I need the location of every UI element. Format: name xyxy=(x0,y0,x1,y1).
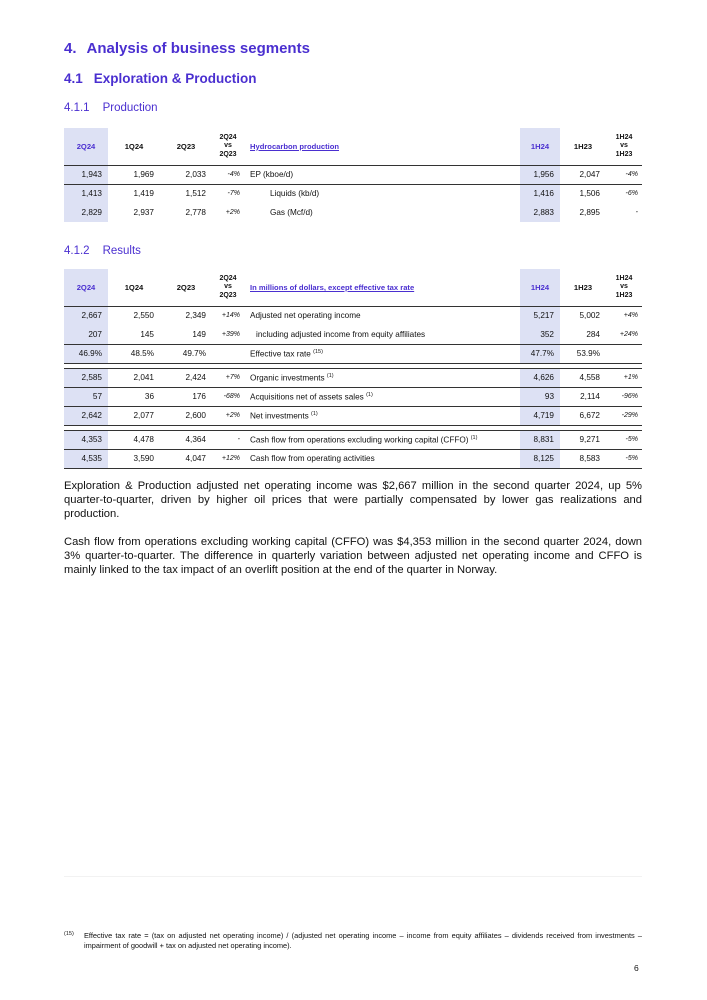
cell-quarter-variation xyxy=(212,344,244,363)
col-header-quarter-variation: 2Q24 vs 2Q23 xyxy=(219,133,237,158)
cell-1q24: 3,590 xyxy=(108,449,160,468)
cell-quarter-variation: +39% xyxy=(221,330,240,338)
col-header-half-variation: 1H24 vs 1H23 xyxy=(615,274,633,299)
col-header-2q23: 2Q23 xyxy=(176,282,196,292)
col-header-2q24: 2Q24 xyxy=(64,269,108,306)
table-row xyxy=(64,325,642,344)
row-label: Effective tax rate $^{(15)}$ xyxy=(244,344,520,363)
footnote-divider xyxy=(64,876,642,877)
cell-1q24: 2,550 xyxy=(133,311,154,321)
row-label: Cash flow from operating activities xyxy=(244,449,520,468)
cell-1h23: 8,583 xyxy=(560,449,606,468)
cell-1h23: 2,895 xyxy=(579,208,600,217)
cell-2q24: 4,535 xyxy=(64,449,108,468)
cell-half-variation: -96% xyxy=(606,387,642,406)
production-heading-number: 4.1.1 xyxy=(64,102,90,114)
production-heading xyxy=(64,102,158,114)
table-row xyxy=(64,430,642,449)
table-row xyxy=(64,387,642,406)
col-header-quarter-variation: 2Q24 vs 2Q23 xyxy=(219,274,237,299)
cell-2q24: 46.9% xyxy=(64,344,108,363)
cell-1q24: 48.5% xyxy=(108,344,160,363)
cell-2q24: 2,642 xyxy=(64,406,108,425)
cell-1h23: 284 xyxy=(586,329,600,339)
footnote-text: Effective tax rate = (tax on adjusted net operating income) / (adjusted net operating income – income from equity affiliates – dividends received from investments – impairment of goodwill + tax on adjusted net operating income). xyxy=(84,931,642,950)
cell-2q23: 2,033 xyxy=(160,165,212,184)
cell-1h23: 1,506 xyxy=(579,189,600,199)
footnote-ref: (1) xyxy=(310,410,318,417)
cell-half-variation: +24% xyxy=(619,330,638,338)
cell-half-variation: -5% xyxy=(606,449,642,468)
subsection-title: Exploration & Production xyxy=(93,71,257,86)
col-header-1h23: 1H23 xyxy=(573,282,593,292)
table-row xyxy=(64,449,642,468)
col-header-1h23: 1H23 xyxy=(573,141,593,151)
cell-half-variation: -29% xyxy=(606,406,642,425)
section-title: Analysis of business segments xyxy=(86,40,310,57)
cell-1q24: 1,969 xyxy=(108,165,160,184)
results-table-header xyxy=(64,269,642,306)
production-table-title: Hydrocarbon production xyxy=(250,141,340,151)
cell-1q24: 1,419 xyxy=(133,189,154,199)
cell-2q24: 4,353 xyxy=(64,430,108,449)
row-label: Adjusted net operating income xyxy=(250,311,361,321)
cell-2q23: 2,424 xyxy=(160,368,212,387)
footnote-ref: (15) xyxy=(313,348,323,355)
cell-1h24: 4,719 xyxy=(520,406,560,425)
footnote-ref: (1) xyxy=(366,391,373,398)
cell-1h24: 8,125 xyxy=(520,449,560,468)
table-row xyxy=(64,203,642,222)
col-header-2q23: 2Q23 xyxy=(176,141,196,151)
table-row xyxy=(64,165,642,184)
cell-1h24: 352 xyxy=(520,325,560,344)
production-table-header xyxy=(64,128,642,165)
table-row xyxy=(64,184,642,203)
results-heading-number: 4.1.2 xyxy=(64,245,90,257)
cell-2q23: 2,778 xyxy=(185,208,206,217)
cell-1h23: 2,114 xyxy=(560,387,606,406)
results-table-title: In millions of dollars, except effective tax rate xyxy=(250,282,415,292)
results-heading xyxy=(64,245,141,257)
cell-1h24: 8,831 xyxy=(520,430,560,449)
cell-half-variation xyxy=(606,344,642,363)
cell-1q24: 36 xyxy=(108,387,160,406)
results-table xyxy=(64,269,642,469)
cell-1h24: 93 xyxy=(520,387,560,406)
cell-half-variation: +1% xyxy=(606,368,642,387)
cell-2q23: 1,512 xyxy=(185,189,206,199)
row-label: Cash flow from operations excluding working capital (CFFO) $^{(1)}$ xyxy=(244,430,520,449)
cell-2q24: 2,667 xyxy=(64,306,108,325)
cell-1h24: 2,883 xyxy=(520,203,560,222)
cell-1h24: 5,217 xyxy=(520,306,560,325)
cell-2q23: 2,349 xyxy=(185,311,206,321)
cell-half-variation: - xyxy=(635,209,638,216)
row-label: EP (kboe/d) xyxy=(244,165,520,184)
production-heading-title: Production xyxy=(102,102,158,114)
row-label: including adjusted income from equity affiliates xyxy=(256,329,426,339)
col-header-1h24: 1H24 xyxy=(520,269,560,306)
cell-1q24: 2,077 xyxy=(108,406,160,425)
section-number: 4. xyxy=(64,40,77,57)
cell-2q24: 2,829 xyxy=(64,203,108,222)
footnote-mark: (15) xyxy=(64,931,74,937)
footnote-ref: (1) xyxy=(470,434,478,441)
results-heading-title: Results xyxy=(102,245,141,257)
cell-1h23: 9,271 xyxy=(560,430,606,449)
table-row xyxy=(64,344,642,363)
table-row xyxy=(64,368,642,387)
cell-1h23: 53.9% xyxy=(560,344,606,363)
col-header-half-variation: 1H24 vs 1H23 xyxy=(615,133,633,158)
row-label: Net investments $^{(1)}$ xyxy=(244,406,520,425)
row-label: Organic investments $^{(1)}$ xyxy=(244,368,520,387)
cell-quarter-variation: +2% xyxy=(212,406,244,425)
paragraph-adjusted-income: Exploration & Production adjusted net operating income was $2,667 million in the second quarter 2024, up 5% quarter-to-quarter, driven by higher oil prices that were partially compensated by lower gas realizations and production. xyxy=(64,480,642,520)
cell-2q24: 1,943 xyxy=(64,165,108,184)
cell-2q23: 49.7% xyxy=(160,344,212,363)
cell-quarter-variation: -68% xyxy=(212,387,244,406)
col-header-1q24: 1Q24 xyxy=(124,141,144,151)
cell-2q24: 1,413 xyxy=(64,184,108,203)
cell-1h24: 1,956 xyxy=(520,165,560,184)
cell-1h23: 4,558 xyxy=(560,368,606,387)
row-label: Liquids (kb/d) xyxy=(270,189,320,199)
table-row xyxy=(64,406,642,425)
cell-quarter-variation: +7% xyxy=(212,368,244,387)
cell-half-variation: -5% xyxy=(606,430,642,449)
cell-half-variation: +4% xyxy=(623,312,638,320)
cell-2q23: 4,364 xyxy=(160,430,212,449)
cell-1q24: 2,041 xyxy=(108,368,160,387)
cell-2q23: 2,600 xyxy=(160,406,212,425)
row-label: Gas (Mcf/d) xyxy=(270,208,313,217)
table-row xyxy=(64,306,642,325)
cell-2q23: 149 xyxy=(192,329,206,339)
paragraph-cffo: Cash flow from operations excluding working capital (CFFO) was $4,353 million in the second quarter 2024, down 3% quarter-to-quarter. The difference in quarterly variation between adjusted net operating income and CFFO is mainly linked to the tax impact of an overlift position at the end of the quarter in Norway. xyxy=(64,536,642,576)
footnote xyxy=(64,931,642,951)
subsection-heading xyxy=(64,71,257,86)
cell-1q24: 2,937 xyxy=(133,208,154,217)
row-label: Acquisitions net of assets sales $^{(1)}$ xyxy=(244,387,520,406)
col-header-1q24: 1Q24 xyxy=(124,282,144,292)
cell-1q24: 4,478 xyxy=(108,430,160,449)
production-table xyxy=(64,128,642,222)
subsection-number: 4.1 xyxy=(64,71,83,86)
cell-1q24: 145 xyxy=(140,329,154,339)
cell-quarter-variation: -7% xyxy=(227,190,240,198)
cell-1h23: 6,672 xyxy=(560,406,606,425)
cell-2q24: 207 xyxy=(64,325,108,344)
cell-2q24: 57 xyxy=(64,387,108,406)
cell-1h24: 1,416 xyxy=(520,184,560,203)
section-heading xyxy=(64,40,310,57)
cell-1h23: 2,047 xyxy=(560,165,606,184)
cell-2q23: 4,047 xyxy=(160,449,212,468)
cell-2q23: 176 xyxy=(160,387,212,406)
page-number: 6 xyxy=(634,963,639,973)
cell-half-variation: -6% xyxy=(625,190,638,198)
cell-half-variation: -4% xyxy=(606,165,642,184)
cell-1h23: 5,002 xyxy=(579,311,600,321)
cell-2q24: 2,585 xyxy=(64,368,108,387)
col-header-1h24: 1H24 xyxy=(520,128,560,165)
cell-quarter-variation: +12% xyxy=(212,449,244,468)
cell-1h24: 47.7% xyxy=(520,344,560,363)
footnote-ref: (1) xyxy=(326,372,334,379)
col-header-2q24: 2Q24 xyxy=(64,128,108,165)
cell-quarter-variation: - xyxy=(212,430,244,449)
cell-quarter-variation: +2% xyxy=(225,209,240,216)
cell-quarter-variation: +14% xyxy=(221,312,240,320)
cell-quarter-variation: -4% xyxy=(212,165,244,184)
cell-1h24: 4,626 xyxy=(520,368,560,387)
